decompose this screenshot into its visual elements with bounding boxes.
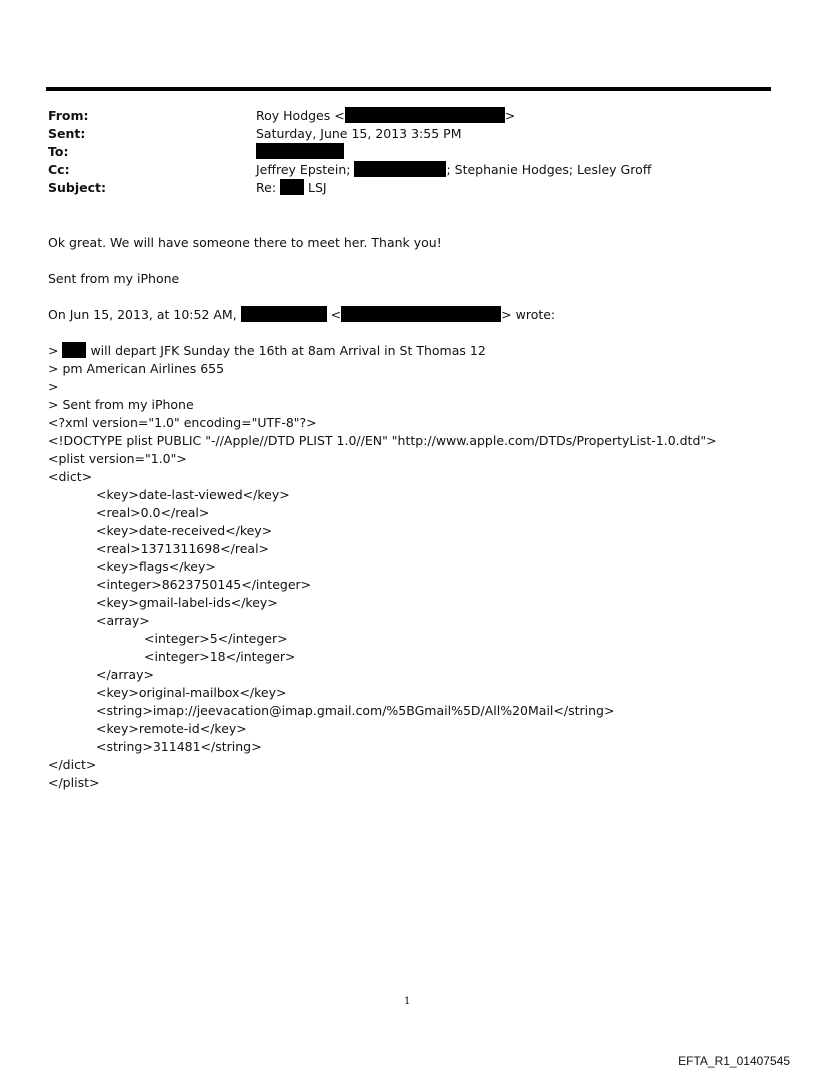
- from-name: Roy Hodges <: [256, 108, 345, 123]
- redaction-box: [354, 161, 446, 177]
- quote-intro: [48, 306, 555, 323]
- page-number: 1: [404, 996, 411, 1007]
- plist-line: <string>imap://jeevacation@imap.gmail.com/%5BGmail%5D/All%20Mail</string>: [96, 703, 615, 718]
- redaction-box: [341, 306, 501, 322]
- signature-line: Sent from my iPhone: [48, 271, 180, 286]
- plist-line: <key>original-mailbox</key>: [96, 685, 287, 700]
- cc-recipients: ; Stephanie Hodges; Lesley Groff: [446, 162, 652, 177]
- plist-line: </array>: [96, 667, 154, 682]
- sent-label: Sent:: [48, 126, 86, 141]
- quote-intro-wrote: > wrote:: [501, 307, 556, 322]
- plist-line: <?xml version="1.0" encoding="UTF-8"?>: [48, 415, 317, 430]
- quote-line: > Sent from my iPhone: [48, 397, 194, 412]
- header-rule: [46, 87, 771, 91]
- redaction-box: [280, 179, 304, 195]
- plist-line: <integer>5</integer>: [144, 631, 288, 646]
- quote-line: >: [48, 379, 59, 394]
- from-label: From:: [48, 108, 89, 123]
- plist-line: <key>date-last-viewed</key>: [96, 487, 290, 502]
- cc-recipient: Jeffrey Epstein;: [256, 162, 351, 177]
- bates-number: EFTA_R1_01407545: [678, 1054, 790, 1068]
- redaction-box: [345, 107, 505, 123]
- sent-value: Saturday, June 15, 2013 3:55 PM: [256, 126, 462, 141]
- cc-label: Cc:: [48, 162, 70, 177]
- plist-line: <string>311481</string>: [96, 739, 262, 754]
- plist-line: <dict>: [48, 469, 93, 484]
- redaction-box: [62, 342, 86, 358]
- plist-line: <key>date-received</key>: [96, 523, 273, 538]
- from-bracket: >: [504, 108, 516, 123]
- redaction-box: [256, 143, 344, 159]
- quote-intro-bracket: <: [330, 307, 342, 322]
- to-value: [256, 143, 344, 161]
- subject-value: [256, 179, 327, 197]
- cc-value: [256, 161, 651, 179]
- plist-line: <key>flags</key>: [96, 559, 216, 574]
- quote-line: [48, 342, 486, 359]
- to-label: To:: [48, 144, 69, 159]
- plist-line: <integer>18</integer>: [144, 649, 296, 664]
- subject-label: Subject:: [48, 180, 106, 195]
- quote-marker: >: [48, 343, 59, 358]
- redaction-box: [241, 306, 327, 322]
- subject-text: LSJ: [308, 180, 327, 195]
- quote-text: will depart JFK Sunday the 16th at 8am Arrival in St Thomas 12: [90, 343, 486, 358]
- plist-line: <array>: [96, 613, 150, 628]
- message-line: Ok great. We will have someone there to meet her. Thank you!: [48, 235, 442, 250]
- plist-line: <real>1371311698</real>: [96, 541, 270, 556]
- from-value: [256, 107, 515, 125]
- plist-line: <plist version="1.0">: [48, 451, 187, 466]
- plist-line: <key>remote-id</key>: [96, 721, 247, 736]
- subject-prefix: Re:: [256, 180, 277, 195]
- plist-line: <real>0.0</real>: [96, 505, 210, 520]
- plist-line: </plist>: [48, 775, 100, 790]
- plist-line: <key>gmail-label-ids</key>: [96, 595, 278, 610]
- quote-intro-date: On Jun 15, 2013, at 10:52 AM,: [48, 307, 237, 322]
- plist-line: <!DOCTYPE plist PUBLIC "-//Apple//DTD PLIST 1.0//EN" "http://www.apple.com/DTDs/PropertyList-1.0.dtd">: [48, 433, 717, 448]
- plist-line: </dict>: [48, 757, 97, 772]
- quote-line: > pm American Airlines 655: [48, 361, 225, 376]
- plist-line: <integer>8623750145</integer>: [96, 577, 312, 592]
